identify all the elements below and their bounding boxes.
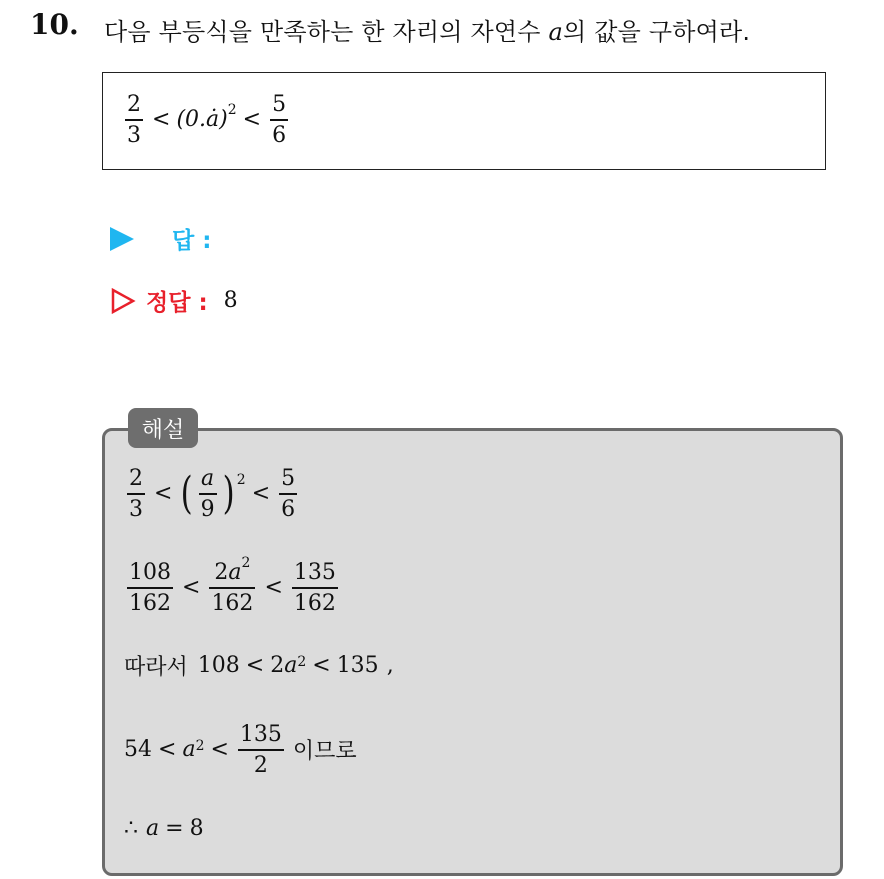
solution-line-2 [124,554,341,616]
question-number: 10. [30,8,79,41]
fraction-bar [127,493,145,494]
korean-text: 이므로 [292,739,357,765]
fraction [292,560,338,616]
problem-inequality [122,92,291,148]
less-than-sign: < [242,107,262,133]
right-paren: ) [222,467,235,519]
variable: a [284,653,298,678]
correct-answer-label: 정답 : [146,290,208,316]
numerator: 135 [239,722,282,747]
fraction [209,554,255,616]
denominator: 9 [200,496,215,522]
repeating-decimal [176,102,237,133]
numerator: 135 [293,560,336,585]
exponent: 2 [227,102,237,119]
number: 108 [197,653,240,678]
number: 8 [189,816,204,841]
fraction-bar [125,119,143,120]
solution-line-4: 54 < a $^2$ < $\frac{135}{2}$ 이므로 [124,722,357,778]
less-than-sign: < [210,737,229,763]
outline-triangle-icon [110,288,136,314]
denominator: 3 [127,122,141,148]
correct-answer-row [110,284,238,317]
answer-row [110,222,211,255]
number: 54 [124,737,152,763]
denominator: 162 [293,590,336,616]
numerator: 5 [272,92,287,117]
therefore-symbol: ∴ [124,816,138,841]
question-text-before: 다음 부등식을 만족하는 한 자리의 자연수 [104,18,549,46]
less-than-sign: < [251,481,271,507]
numerator: 108 [129,560,171,585]
number: 135 [336,653,379,678]
comma: , [386,653,394,678]
answer-label: 답 : [172,228,212,254]
correct-answer-value: 8 [223,288,238,313]
numerator: 2 [129,466,143,491]
denominator: 3 [129,496,143,522]
less-than-sign: < [158,737,177,763]
coefficient: 2 [214,560,229,585]
less-than-sign: < [312,653,331,678]
solution-line-5 [124,816,204,841]
numerator: a [201,466,215,491]
fraction-bar [209,587,255,588]
solution-tag: 해설 [128,408,198,448]
fraction-bar [292,587,338,588]
solution-line-3: 따라서 108 < 2 a $^2$ < 135 , [124,650,394,681]
fraction [199,466,217,522]
decimal-expression: (0.ȧ) [176,107,228,133]
denominator: 6 [281,496,296,522]
less-than-sign: < [264,575,283,601]
fraction-bar [199,493,217,494]
fraction [125,92,143,148]
denominator: 2 [253,752,268,778]
fraction-bar [238,749,284,750]
fraction [238,722,284,778]
fraction-bar [270,119,288,120]
denominator: 162 [129,590,171,616]
denominator: 162 [211,590,254,616]
fraction [279,466,297,522]
left-paren: ( [181,467,194,519]
less-than-sign: < [245,653,265,678]
variable: a [182,737,196,763]
numerator: 2 [127,92,141,117]
equals-sign: = [165,816,184,841]
question-text [104,12,750,47]
solution-line-1: $\frac{2}{3}$ < ( $\frac{a}{9}$ ) $^2$ < $\frac{5}{6}$ [129,466,296,522]
denominator: 6 [272,122,287,148]
korean-text: 따라서 [124,655,188,680]
less-than-sign: < [154,481,173,507]
less-than-sign: < [182,575,201,601]
variable: a [146,816,160,841]
play-triangle-icon [110,227,134,251]
numerator [212,554,252,585]
less-than-sign: < [152,107,171,133]
fraction [127,466,145,522]
fraction [270,92,288,148]
variable: a [228,560,242,585]
numerator: 5 [281,466,296,491]
fraction [127,560,173,616]
fraction-bar [127,587,173,588]
coefficient: 2 [270,653,285,678]
question-text-after: 의 값을 구하여라. [563,18,751,46]
exponent: 2 [241,554,251,571]
question-variable: a [548,18,564,46]
fraction-bar [279,493,297,494]
